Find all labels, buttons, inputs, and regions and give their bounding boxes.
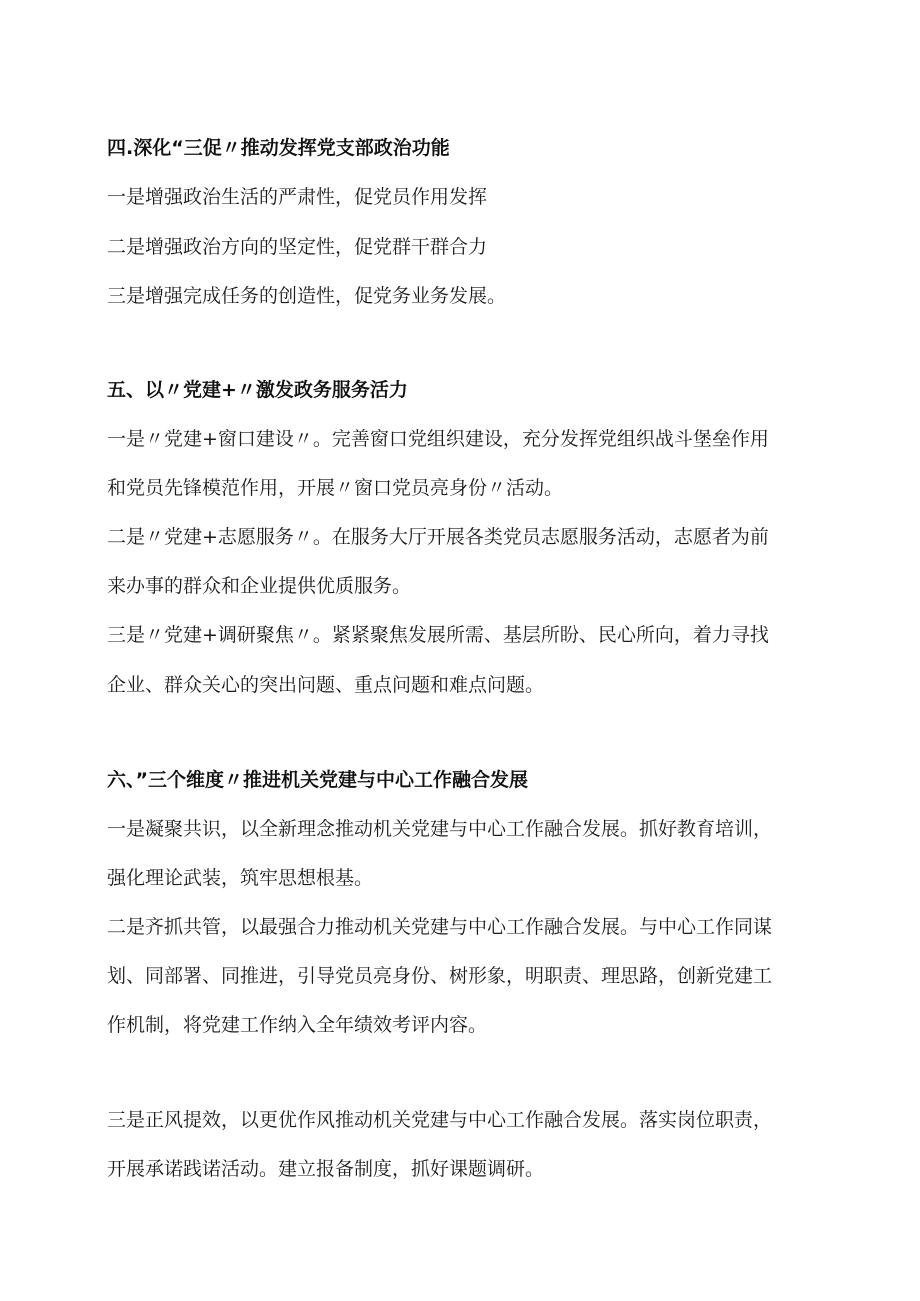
- section-4-line-2: 二是增强政治方向的坚定性，促党群干群合力: [107, 236, 488, 258]
- section-5-line-3: 二是〃党建+志愿服务〃。在服务大厅开展各类党员志愿服务活动，志愿者为前: [107, 526, 769, 548]
- section-5-line-6: 企业、群众关心的突出问题、重点问题和难点问题。: [107, 674, 545, 696]
- section-5-line-1: 一是〃党建+窗口建设〃。完善窗口党组织建设，充分发挥党组织战斗堡垒作用: [107, 428, 769, 450]
- section-4-line-3: 三是增强完成任务的创造性，促党务业务发展。: [107, 285, 507, 307]
- section-4-heading: 四.深化“三促〃推动发挥党支部政治功能: [107, 137, 450, 159]
- section-6-line-7: 开展承诺践诺活动。建立报备制度，抓好课题调研。: [107, 1158, 545, 1180]
- section-5-line-2: 和党员先锋模范作用，开展〃窗口党员亮身份〃活动。: [107, 477, 564, 499]
- section-5-heading: 五、以〃党建+〃激发政务服务活力: [107, 379, 408, 401]
- section-5-line-5: 三是〃党建+调研聚焦〃。紧紧聚焦发展所需、基层所盼、民心所向，着力寻找: [107, 624, 769, 646]
- section-6-line-2: 强化理论武装，筑牢思想根基。: [107, 867, 374, 889]
- section-6-line-5: 作机制，将党建工作纳入全年绩效考评内容。: [107, 1014, 488, 1036]
- section-6-line-3: 二是齐抓共管，以最强合力推动机关党建与中心工作融合发展。与中心工作同谋: [107, 916, 773, 938]
- section-5-line-4: 来办事的群众和企业提供优质服务。: [107, 575, 412, 597]
- section-6-line-6: 三是正风提效，以更优作风推动机关党建与中心工作融合发展。落实岗位职责，: [107, 1109, 773, 1131]
- section-6-line-1: 一是凝聚共识，以全新理念推动机关党建与中心工作融合发展。抓好教育培训，: [107, 818, 773, 840]
- section-4-line-1: 一是增强政治生活的严肃性，促党员作用发挥: [107, 186, 488, 208]
- section-6-heading: 六、”三个维度〃推进机关党建与中心工作融合发展: [107, 769, 528, 791]
- section-6-line-4: 划、同部署、同推进，引导党员亮身份、树形象，明职责、理思路，创新党建工: [107, 965, 773, 987]
